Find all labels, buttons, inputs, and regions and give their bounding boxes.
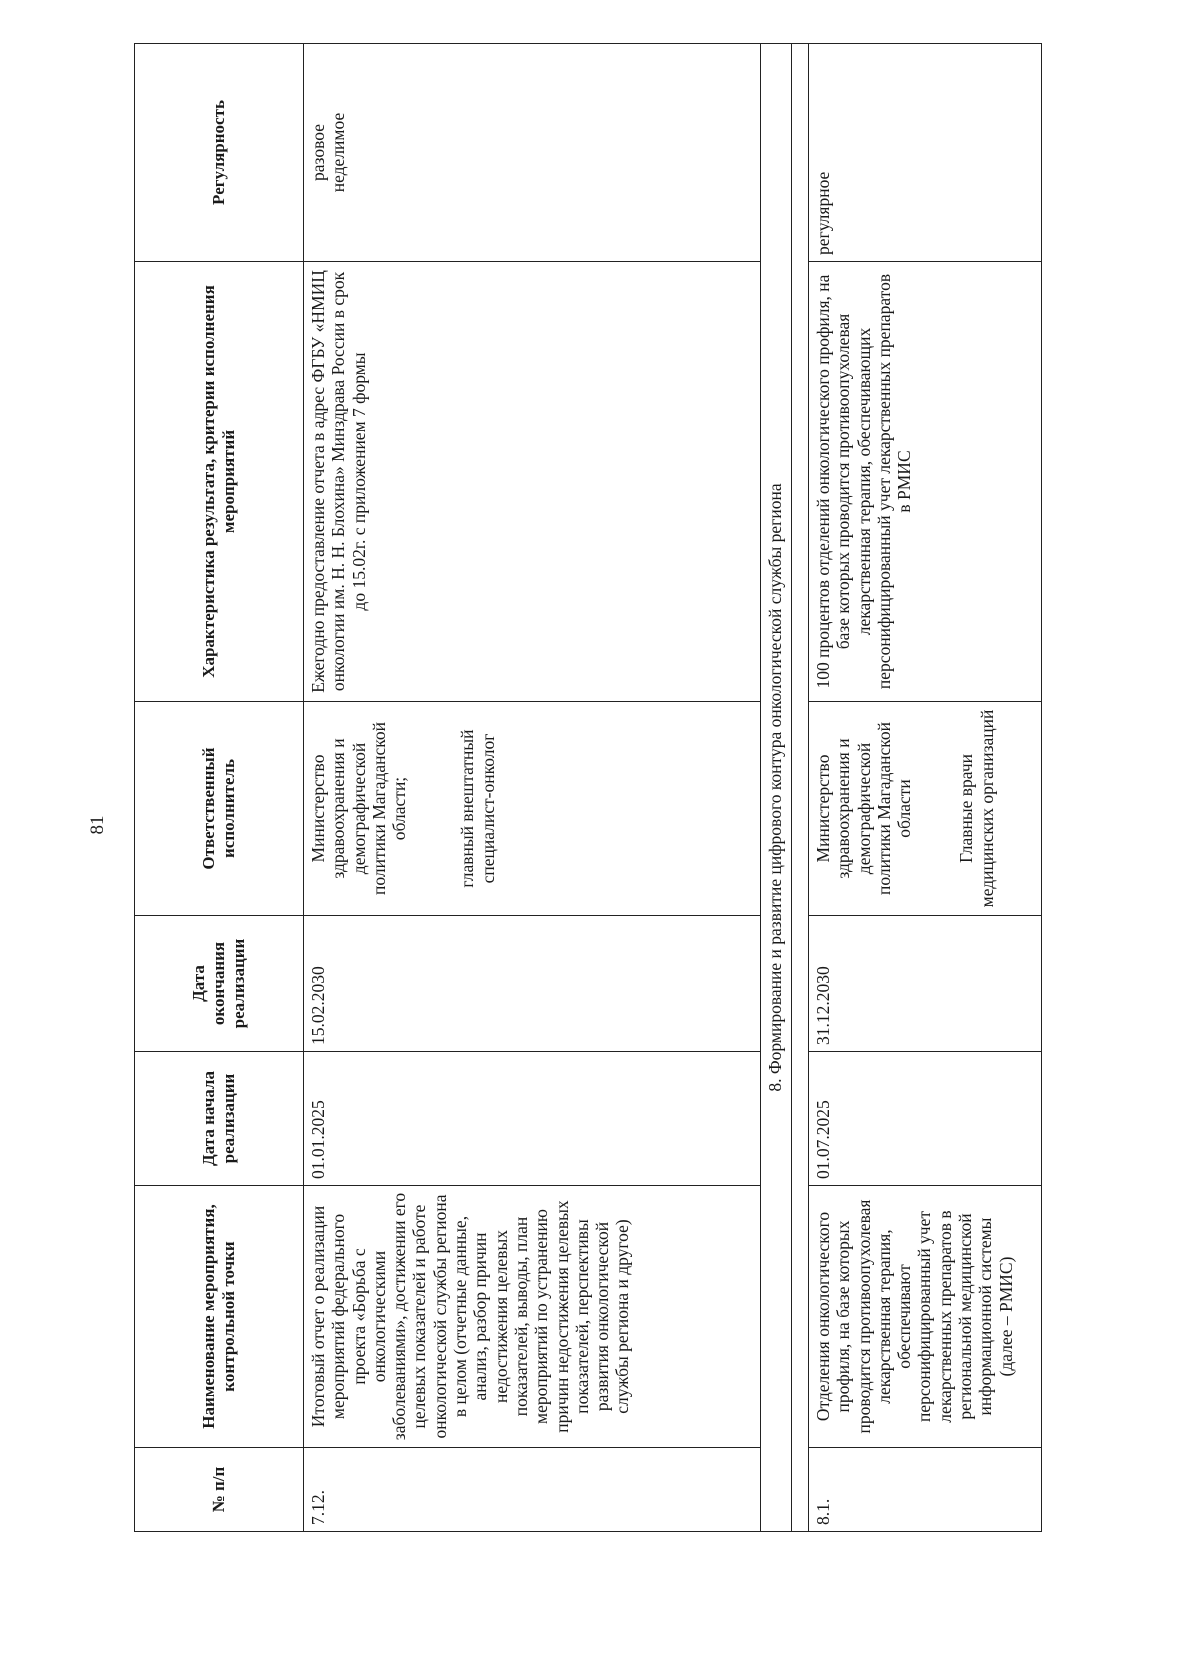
- header-num: № п/п: [135, 1448, 304, 1532]
- row-num: 8.1.: [809, 1448, 1042, 1532]
- action-plan-table: [134, 43, 1042, 1532]
- table-header-row: [135, 44, 304, 1532]
- table-row: [304, 44, 761, 1532]
- header-characteristic: Характеристика результата, критерии исполнения мероприятий: [135, 262, 304, 702]
- row-regularity: [304, 44, 761, 262]
- row-end-date: 15.02.2030: [304, 916, 761, 1052]
- regularity-line-1: разовое: [308, 124, 328, 181]
- row-start-date: 01.07.2025: [809, 1052, 1042, 1186]
- header-responsible: Ответственный исполнитель: [135, 702, 304, 916]
- row-characteristic: Ежегодно предоставление отчета в адрес ФГБУ «НМИЦ онкологии им. Н. Н. Блохина» Минздрава России в срок до 15.02г. с приложением 7 формы: [304, 262, 761, 702]
- table-row: [809, 44, 1042, 1532]
- responsible-chief-doctors: Главные врачи медицинских организаций: [956, 709, 997, 908]
- row-responsible: [304, 702, 761, 916]
- row-characteristic: 100 процентов отделений онкологического профиля, на базе которых проводится противоопухолевая лекарственная терапия, обеспечивающих персонифицированный учет лекарственных препаратов в РМИС: [809, 262, 1042, 702]
- section-spacer-row: [792, 44, 809, 1532]
- row-responsible: [809, 702, 1042, 916]
- row-regularity: регулярное: [809, 44, 1042, 262]
- header-regularity: Регулярность: [135, 44, 304, 262]
- header-name: Наименование мероприятия, контрольной точки: [135, 1186, 304, 1448]
- rotated-table-page: [134, 44, 1016, 1532]
- row-name: Отделения онкологического профиля, на базе которых проводится противоопухолевая лекарственная терапия, обеспечивают персонифицированный учет лекарственных препаратов в региональной медицинской информационной системы (далее – РМИС): [809, 1186, 1042, 1448]
- section-heading-row: [761, 44, 792, 1532]
- page-number: 81: [87, 815, 108, 835]
- responsible-ministry: Министерство здравоохранения и демографической политики Магаданской области: [813, 721, 915, 896]
- responsible-ministry: Министерство здравоохранения и демографической политики Магаданской области;: [308, 721, 410, 896]
- responsible-chief-specialist: главный внештатный специалист-онколог: [457, 729, 498, 888]
- header-end-date: Дата окончания реализации: [135, 916, 304, 1052]
- row-end-date: 31.12.2030: [809, 916, 1042, 1052]
- section-spacer: [792, 44, 809, 1532]
- regularity-line-2: неделимое: [328, 112, 349, 193]
- row-start-date: 01.01.2025: [304, 1052, 761, 1186]
- header-start-date: Дата начала реализации: [135, 1052, 304, 1186]
- row-num: 7.12.: [304, 1448, 761, 1532]
- section-title: 8. Формирование и развитие цифрового контура онкологической службы региона: [761, 44, 792, 1532]
- row-name: Итоговый отчет о реализации мероприятий федерального проекта «Борьба с онкологическими заболеваниями», достижении его целевых показателей и работе онкологической службы региона в целом (отчетные данные, анализ, разбор причин недостижения целевых показателей, выводы, план мероприятий по устранению причин недостижения целевых показателей, перспективы развития онкологической службы региона и другое): [304, 1186, 761, 1448]
